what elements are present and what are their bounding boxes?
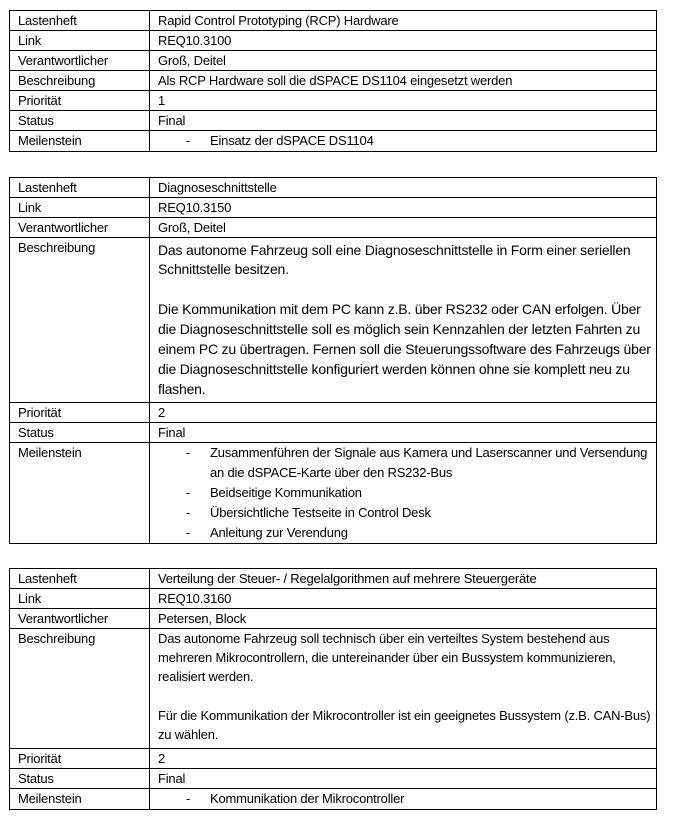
label-prioritaet: Priorität [10,91,150,111]
value-link: REQ10.3160 [150,589,657,609]
milestone-item: - Kommunikation der Mikrocontroller [158,789,656,809]
label-beschreibung: Beschreibung [10,238,150,403]
value-verantwortlicher: Groß, Deitel [150,218,657,238]
value-prioritaet: 2 [150,749,657,769]
value-verantwortlicher: Groß, Deitel [150,51,657,71]
requirement-table-1 [9,10,657,152]
requirement-table-2 [9,177,657,544]
label-prioritaet: Priorität [10,403,150,423]
value-lastenheft: Diagnoseschnittstelle [150,178,657,198]
label-beschreibung: Beschreibung [10,71,150,91]
value-prioritaet: 2 [150,403,657,423]
value-link: REQ10.3150 [150,198,657,218]
value-meilenstein [150,789,657,810]
value-status: Final [150,111,657,131]
value-status: Final [150,423,657,443]
row-status [10,423,657,443]
label-status: Status [10,423,150,443]
milestone-item: - Beidseitige Kommunikation [158,483,656,503]
label-meilenstein: Meilenstein [10,131,150,152]
label-lastenheft: Lastenheft [10,178,150,198]
label-prioritaet: Priorität [10,749,150,769]
label-meilenstein: Meilenstein [10,789,150,810]
milestone-item: - Übersichtliche Testseite in Control Desk [158,503,656,523]
label-link: Link [10,198,150,218]
row-verantwortlicher [10,218,657,238]
value-beschreibung [150,629,657,749]
list-marker: - [186,505,191,520]
milestone-list [158,131,656,151]
description-paragraph: Als RCP Hardware soll die dSPACE DS1104 eingesetzt werden [158,73,513,88]
value-beschreibung [150,71,657,91]
row-prioritaet [10,403,657,423]
label-meilenstein: Meilenstein [10,443,150,544]
value-lastenheft: Rapid Control Prototyping (RCP) Hardware [150,11,657,31]
row-beschreibung [10,71,657,91]
milestone-list [158,443,656,543]
label-lastenheft: Lastenheft [10,11,150,31]
label-verantwortlicher: Verantwortlicher [10,609,150,629]
list-marker: - [186,525,191,540]
row-meilenstein [10,789,657,810]
milestone-list [158,789,656,809]
row-beschreibung [10,238,657,403]
description-paragraph: Das autonome Fahrzeug soll eine Diagnoseschnittstelle in Form einer seriellen Schnittstelle besitzen. [158,242,631,277]
row-lastenheft [10,11,657,31]
value-lastenheft: Verteilung der Steuer- / Regelalgorithmen auf mehrere Steuergeräte [150,569,657,589]
row-verantwortlicher [10,51,657,71]
list-marker: - [186,445,191,460]
description-paragraph: Die Kommunikation mit dem PC kann z.B. über RS232 oder CAN erfolgen. Über die Diagnoseschnittstelle soll es möglich sein Kennzahlen der letzten Fahrten zu einem PC zu übertragen. Fernen soll die Steuerungssoftware des Fahrzeugs über die Diagnoseschnittstelle konfiguriert werden können ohne sie komplett neu zu flashen. [158,301,651,397]
row-status [10,769,657,789]
row-prioritaet [10,749,657,769]
row-meilenstein [10,443,657,544]
label-link: Link [10,31,150,51]
row-link [10,198,657,218]
value-status: Final [150,769,657,789]
description-paragraph: Für die Kommunikation der Mikrocontroller ist ein geeignetes Bussystem (z.B. CAN-Bus) zu wählen. [158,708,651,742]
value-beschreibung [150,238,657,403]
row-meilenstein [10,131,657,152]
row-lastenheft [10,569,657,589]
label-lastenheft: Lastenheft [10,569,150,589]
milestone-item: - Einsatz der dSPACE DS1104 [158,131,656,151]
label-verantwortlicher: Verantwortlicher [10,218,150,238]
list-marker: - [186,791,191,806]
label-status: Status [10,769,150,789]
milestone-item: - Zusammenführen der Signale aus Kamera und Laserscanner und Versendung an die dSPACE-Karte über den RS232-Bus [186,445,648,480]
value-verantwortlicher: Petersen, Block [150,609,657,629]
row-lastenheft [10,178,657,198]
list-marker: - [186,485,191,500]
label-beschreibung: Beschreibung [10,629,150,749]
label-status: Status [10,111,150,131]
row-beschreibung [10,629,657,749]
value-meilenstein [150,131,657,152]
row-status [10,111,657,131]
value-prioritaet: 1 [150,91,657,111]
label-verantwortlicher: Verantwortlicher [10,51,150,71]
row-prioritaet [10,91,657,111]
row-verantwortlicher [10,609,657,629]
milestone-item: - Anleitung zur Verendung [158,523,656,543]
row-link [10,589,657,609]
value-link: REQ10.3100 [150,31,657,51]
requirement-table-3 [9,568,657,810]
row-link [10,31,657,51]
label-link: Link [10,589,150,609]
value-meilenstein [150,443,657,544]
list-marker: - [186,133,191,148]
description-paragraph: Das autonome Fahrzeug soll technisch über ein verteiltes System bestehend aus mehreren Mikrocontrollern, die untereinander über ein Bussystem kommunizieren, realisiert werden. [158,631,616,684]
